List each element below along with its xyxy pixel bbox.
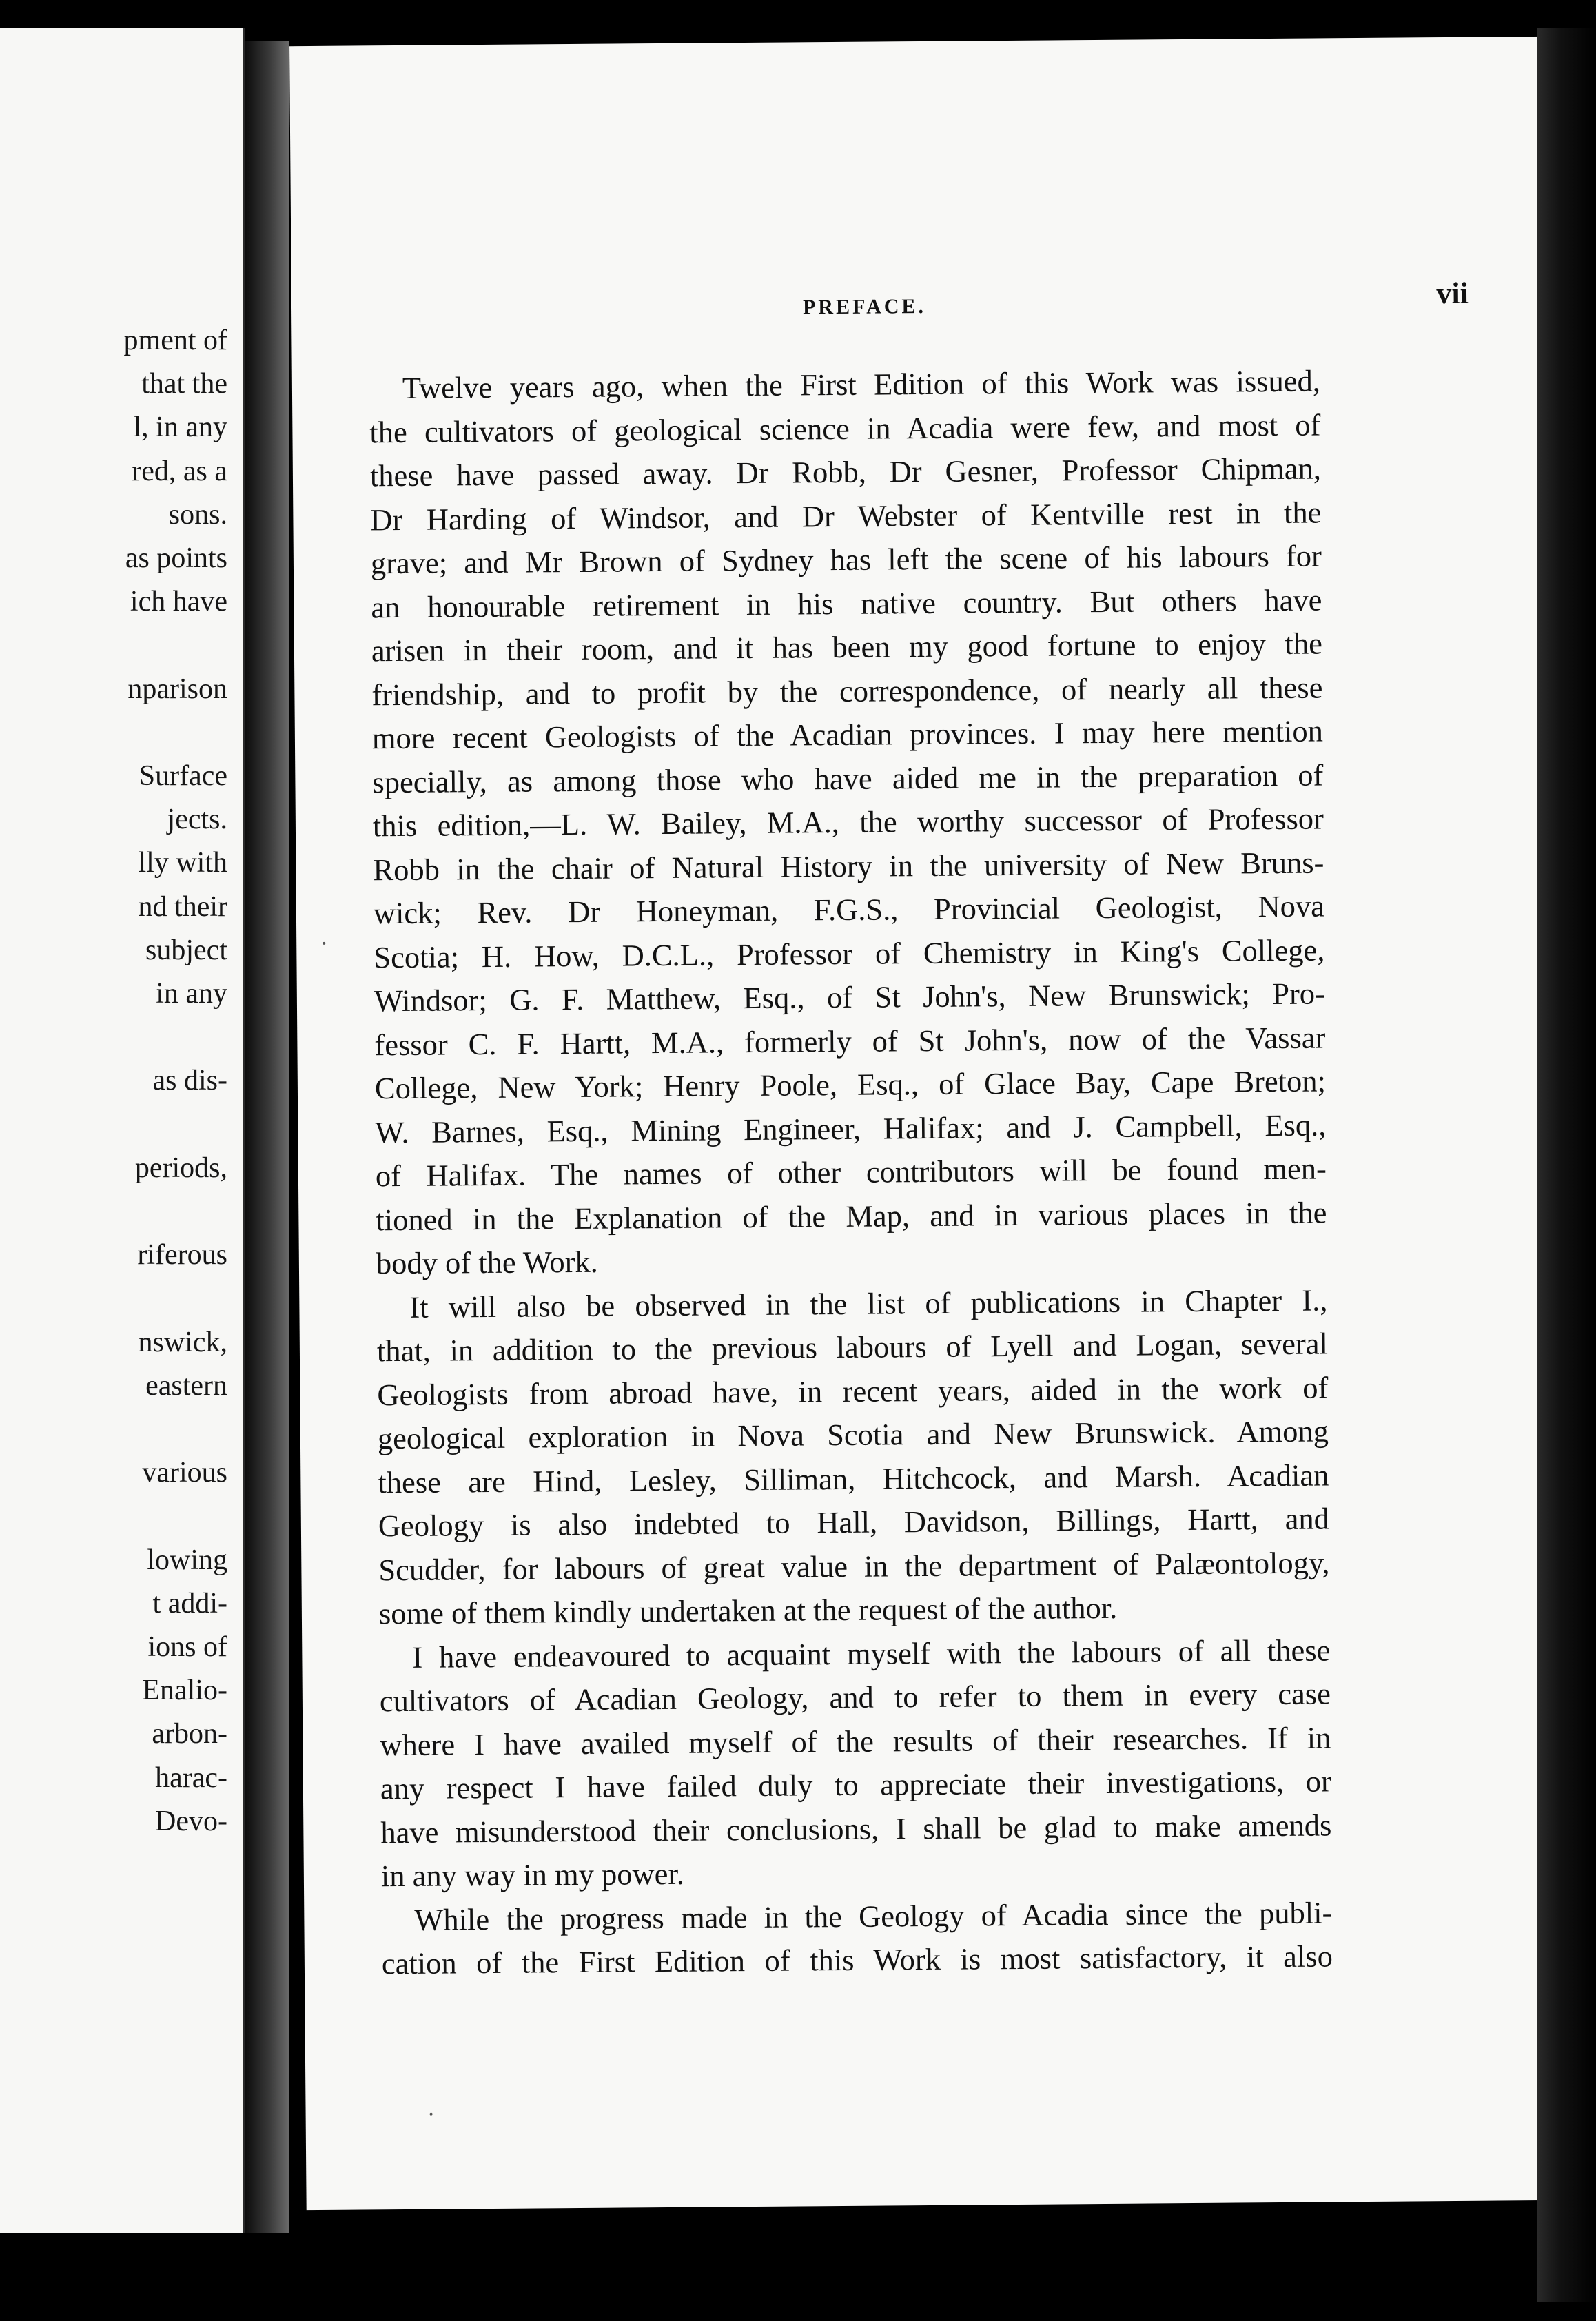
paragraph (369, 359, 1327, 1285)
right-page (289, 37, 1573, 2210)
text-line: friendship, and to profit by the correspondence, of nearly all these (371, 669, 1323, 712)
page-edge-shadow (1537, 28, 1596, 2302)
text-line: Twelve years ago, when the First Edition of this Work was issued, (402, 363, 1321, 405)
text-line: body of the Work. (376, 1244, 598, 1281)
paragraph (379, 1628, 1332, 1899)
left-facing-page (0, 28, 245, 2233)
text-line: an honourable retirement in his native country. But others have (371, 582, 1322, 624)
text-line: grave; and Mr Brown of Sydney has left the scene of his labours for (370, 538, 1322, 581)
text-line: the cultivators of geological science in Acadia were few, and most of (369, 407, 1321, 449)
running-head-title: PREFACE. (802, 294, 927, 319)
left-page-line: Surface (139, 760, 227, 792)
paragraph (381, 1891, 1333, 1986)
left-page-line: t addi- (152, 1587, 227, 1619)
text-line: wick; Rev. Dr Honeyman, F.G.S., Provincial Geologist, Nova (373, 888, 1325, 931)
text-line: While the progress made in the Geology of Acadia since the publi- (414, 1894, 1333, 1937)
text-line: more recent Geologists of the Acadian provinces. I may here mention (371, 713, 1324, 756)
text-line: Geology is also indebted to Hall, Davidson, Billings, Hartt, and (378, 1501, 1330, 1544)
left-page-line: lly with (138, 847, 227, 879)
left-page-line: sons. (168, 498, 227, 531)
text-line: this edition,—L. W. Bailey, M.A., the worthy successor of Professor (372, 801, 1324, 843)
left-page-line: as points (125, 542, 227, 574)
left-page-line: nd their (138, 890, 227, 923)
left-page-line: l, in any (133, 411, 227, 444)
left-page-line: subject (145, 934, 227, 966)
text-line: of Halifax. The names of other contributors will be found men- (375, 1151, 1327, 1194)
left-page-line: Devo- (155, 1805, 227, 1837)
text-line: cultivators of Acadian Geology, and to refer to them in every case (379, 1676, 1331, 1719)
left-page-line: riferous (137, 1239, 227, 1271)
text-line: Scudder, for labours of great value in the department of Palæontology, (378, 1544, 1330, 1587)
left-page-line: pment of (123, 325, 227, 356)
text-line: specially, as among those who have aided me in the preparation of (372, 757, 1324, 799)
left-page-line: ich have (130, 586, 227, 618)
left-page-line: lowing (147, 1544, 227, 1576)
text-line: Robb in the chair of Natural History in the university of New Bruns- (373, 844, 1324, 887)
left-page-line: periods, (134, 1152, 227, 1184)
text-line: fessor C. F. Hartt, M.A., formerly of St John's, now of the Vassar (374, 1019, 1326, 1062)
left-page-line: arbon- (152, 1718, 227, 1750)
left-page-line: as dis- (152, 1065, 227, 1097)
scan-speck (430, 2113, 433, 2116)
text-line: geological exploration in Nova Scotia and New Brunswick. Among (377, 1413, 1329, 1456)
text-line: any respect I have failed duly to appreciate their investigations, or (380, 1763, 1332, 1806)
left-page-line: nswick, (138, 1326, 227, 1358)
text-line: Scotia; H. How, D.C.L., Professor of Chemistry in King's College, (374, 932, 1325, 974)
text-line: College, New York; Henry Poole, Esq., of Glace Bay, Cape Breton; (374, 1063, 1327, 1106)
left-page-line: that the (141, 368, 227, 400)
left-page-line: eastern (145, 1369, 227, 1402)
left-page-line: in any (156, 978, 227, 1010)
left-page-line: various (142, 1457, 227, 1489)
text-line: I have endeavoured to acquaint myself with the labours of all these (412, 1632, 1331, 1675)
left-page-line: harac- (155, 1761, 227, 1794)
text-line: these are Hind, Lesley, Silliman, Hitchcock, and Marsh. Acadian (378, 1457, 1329, 1500)
text-line: W. Barnes, Esq., Mining Engineer, Halifax; and J. Campbell, Esq., (375, 1107, 1327, 1149)
text-line: these have passed away. Dr Robb, Dr Gesner, Professor Chipman, (369, 451, 1322, 493)
left-page-line: jects. (167, 804, 227, 836)
text-line: Windsor; G. F. Matthew, Esq., of St John's, New Brunswick; Pro- (374, 976, 1326, 1019)
text-line: have misunderstood their conclusions, I shall be glad to make amends (380, 1807, 1332, 1850)
preface-body (369, 359, 1333, 1985)
running-head (291, 275, 1558, 333)
text-line: in any way in my power. (380, 1856, 685, 1894)
text-line: arisen in their room, and it has been my good fortune to enjoy the (371, 626, 1323, 668)
page-number: vii (1436, 276, 1469, 311)
text-line: where I have availed myself of the results of their researches. If in (380, 1719, 1331, 1762)
scan-speck (323, 942, 325, 945)
text-line: some of them kindly undertaken at the request of the author. (378, 1590, 1118, 1631)
paragraph (376, 1278, 1330, 1636)
text-line: Dr Harding of Windsor, and Dr Webster of Kentville rest in the (370, 494, 1322, 537)
book-gutter (245, 41, 289, 2233)
text-line: tioned in the Explanation of the Map, and in various places in the (376, 1194, 1327, 1237)
left-page-line: nparison (127, 673, 227, 705)
text-line: Geologists from abroad have, in recent years, aided in the work of (377, 1369, 1329, 1412)
text-line: cation of the First Edition of this Work is most satisfactory, it also (381, 1939, 1333, 1981)
text-line: that, in addition to the previous labours of Lyell and Logan, several (376, 1326, 1329, 1369)
left-page-line: Enalio- (142, 1675, 227, 1707)
left-page-line: red, as a (132, 455, 227, 487)
left-page-line: ions of (147, 1631, 227, 1663)
text-line: It will also be observed in the list of publications in Chapter I., (409, 1282, 1328, 1325)
